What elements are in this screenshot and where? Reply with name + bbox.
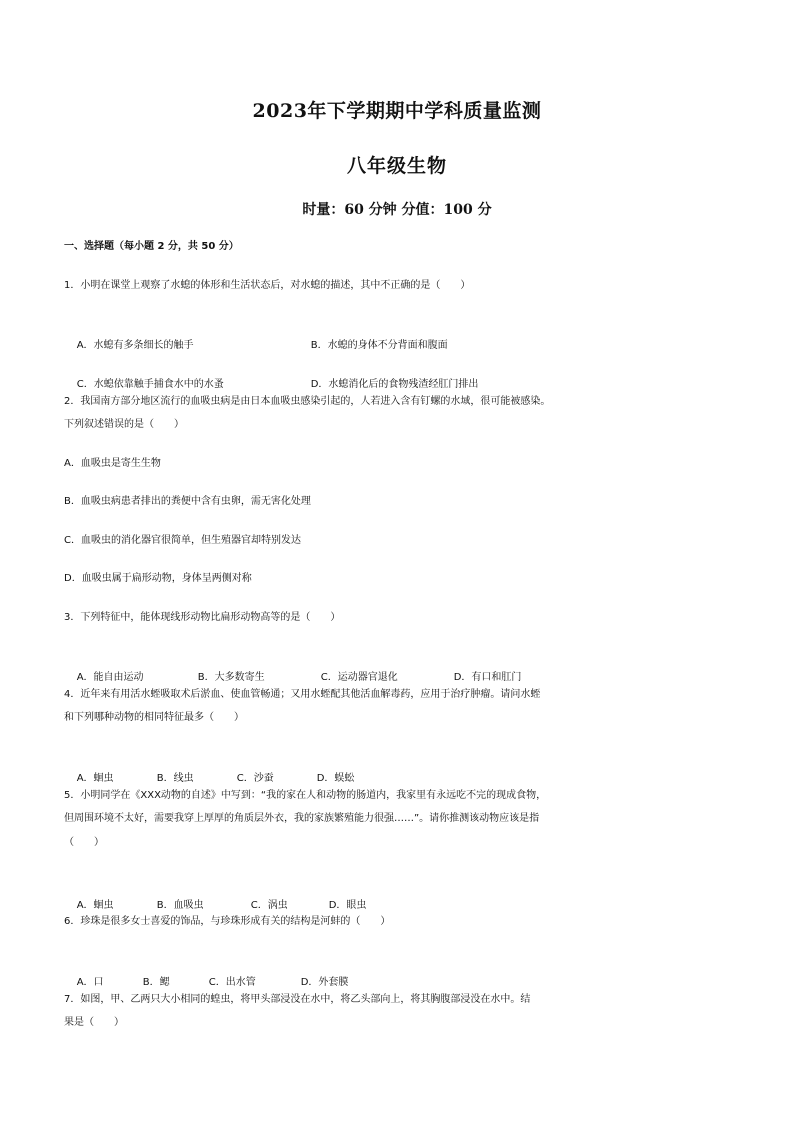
exam-title: 2023年下学期期中学科质量监测: [252, 100, 542, 122]
question-2-stem-line2: 下列叙述错误的是（ ）: [64, 419, 184, 430]
option-b: B．血吸虫: [156, 900, 204, 911]
option-b: B．水螅的身体不分背面和腹面: [310, 340, 448, 351]
question-5-stem-line1: 5．小明同学在《XXX动物的自述》中写到：“我的家在人和动物的肠道内，我家里有永远吃不完的现成食物，: [64, 790, 547, 801]
option-a: A．蛔虫: [76, 900, 114, 911]
option-c: C．运动器官退化: [320, 672, 398, 683]
option-b: B．鳃: [142, 977, 170, 988]
question-6-stem: 6．珍珠是很多女士喜爱的饰品，与珍珠形成有关的结构是河蚌的（ ）: [64, 916, 391, 927]
exam-meta: 时量：60 分钟 分值：100 分: [302, 202, 492, 218]
option-a: A．水螅有多条细长的触手: [76, 340, 194, 351]
question-1-stem: 1．小明在课堂上观察了水螅的体形和生活状态后，对水螅的描述，其中不正确的是（ ）: [64, 280, 471, 291]
option-d: D．有口和肛门: [453, 672, 522, 683]
question-7-stem-line1: 7．如图，甲、乙两只大小相同的蝗虫，将甲头部浸没在水中，将乙头部向上，将其胸腹部浸没在水中。结: [64, 994, 531, 1005]
question-4-stem-line2: 和下列哪种动物的相同特征最多（ ）: [64, 712, 244, 723]
question-2-option-a: A．血吸虫是寄生生物: [64, 458, 161, 469]
option-d: D．外套膜: [300, 977, 349, 988]
question-5-stem-line2: 但周围环境不太好，需要我穿上厚厚的角质层外衣，我的家族繁殖能力很强……”。请你推测该动物应该是指: [64, 813, 540, 824]
option-a: A．能自由运动: [76, 672, 144, 683]
option-c: C．出水管: [208, 977, 256, 988]
option-c: C．沙蚕: [236, 773, 274, 784]
question-2-option-d: D．血吸虫属于扁形动物，身体呈两侧对称: [64, 573, 252, 584]
option-a: A．蛔虫: [76, 773, 114, 784]
option-a: A．口: [76, 977, 104, 988]
section-heading: 一、选择题（每小题 2 分，共 50 分）: [64, 241, 239, 252]
option-b: B．线虫: [156, 773, 194, 784]
question-5-stem-line3: （ ）: [64, 837, 104, 848]
subject-title: 八年级生物: [346, 155, 447, 177]
option-b: B．大多数寄生: [197, 672, 265, 683]
question-3-stem: 3．下列特征中，能体现线形动物比扁形动物高等的是（ ）: [64, 612, 341, 623]
option-c: C．水螅依靠触手捕食水中的水蚤: [76, 379, 224, 390]
option-d: D．眼虫: [328, 900, 367, 911]
question-4-stem-line1: 4．近年来有用活水蛭吸取术后淤血、使血管畅通；又用水蛭配其他活血解毒药，应用于治疗肿瘤。请问水蛭: [64, 689, 541, 700]
question-2-stem-line1: 2．我国南方部分地区流行的血吸虫病是由日本血吸虫感染引起的，人若进入含有钉螺的水域，很可能被感染。: [64, 396, 551, 407]
question-2-option-c: C．血吸虫的消化器官很简单，但生殖器官却特别发达: [64, 535, 301, 546]
question-7-stem-line2: 果是（ ）: [64, 1017, 124, 1028]
option-c: C．涡虫: [250, 900, 288, 911]
question-2-option-b: B．血吸虫病患者排出的粪便中含有虫卵，需无害化处理: [64, 496, 311, 507]
option-d: D．蜈蚣: [316, 773, 355, 784]
option-d: D．水螅消化后的食物残渣经肛门排出: [310, 379, 479, 390]
